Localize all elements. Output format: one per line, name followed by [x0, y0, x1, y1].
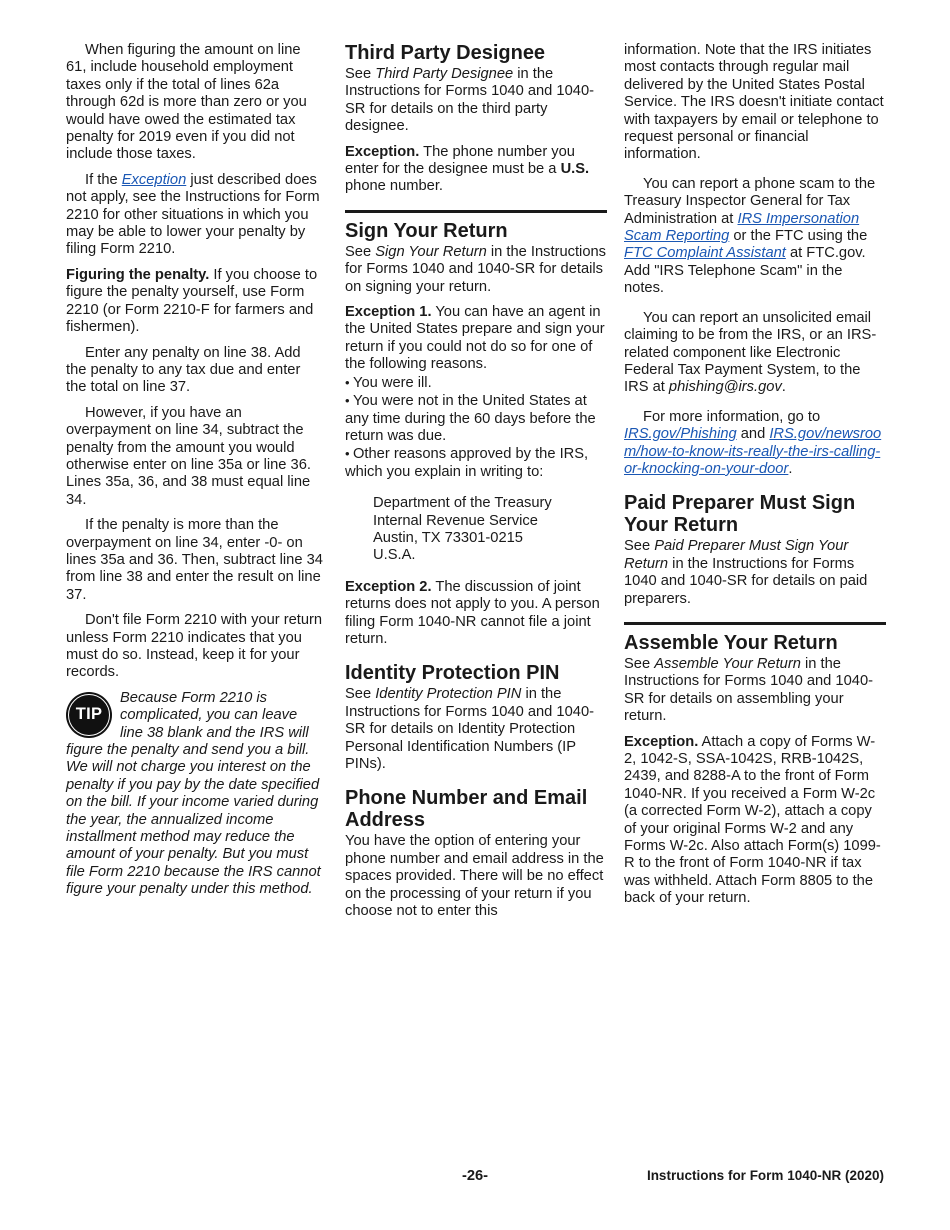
tip-text: Because Form 2210 is complicated, you can leave line 38 blank and the IRS will figure the penalty and send you a bill. We will not charge you interest on the penalty if you pay by the date specified on the bill. If your income varied during the year, the annualized income installment method may reduce the amount of your penalty. But you must file Form 2210 because the IRS cannot figure your penalty under this method. — [66, 689, 321, 898]
paragraph-exception-2: Exception 2. The discussion of joint returns does not apply to you. A person filing Form 1040-NR cannot file a joint return. — [345, 578, 600, 647]
column-2 — [345, 42, 607, 928]
document-title-footer: Instructions for Form 1040-NR (2020) — [646, 1168, 884, 1183]
paragraph-overpayment: However, if you have an overpayment on line 34, subtract the penalty from the amount you would otherwise enter on line 35a or line 36. Lines 35a, 36, and 38 must equal line 34. — [66, 404, 311, 508]
heading-identity-protection-pin: Identity Protection PIN — [345, 662, 560, 685]
heading-assemble-return: Assemble Your Return — [624, 622, 886, 654]
heading-sign-your-return: Sign Your Return — [345, 210, 607, 242]
heading-paid-preparer: Paid Preparer Must Sign Your Return — [624, 492, 856, 537]
paragraph-household-taxes: When figuring the amount on line 61, include household employment taxes only if the total of lines 62a through 62d is more than zero or you would have owed the estimated tax penalty for 2019 even if you did not include those taxes. — [66, 42, 307, 163]
paragraph-unsolicited-email: You can report an unsolicited email claiming to be from the IRS, or an IRS-related component like Electronic Federal Tax Payment System, to the IRS at phishing@irs.gov. — [624, 309, 877, 396]
paragraph-assemble: See Assemble Your Return in the Instructions for Forms 1040 and 1040-SR for details on assembling your return. — [624, 655, 873, 725]
paragraph-paid-preparer: See Paid Preparer Must Sign Your Return in the Instructions for Forms 1040 and 1040-SR for details on paid preparers. — [624, 538, 868, 607]
figuring-penalty-heading: Figuring the penalty. — [66, 266, 210, 283]
paragraph-tpd-exception: Exception. The phone number you enter for the designee must be a U.S. phone number. — [345, 143, 590, 195]
address-line: Austin, TX 73301-0215 — [373, 529, 523, 546]
heading-phone-email: Phone Number and Email Address — [345, 787, 588, 832]
paragraph-penalty-more: If the penalty is more than the overpayment on line 34, enter -0- on lines 35a and 36. Then, subtract line 34 from line 38 and enter the result on line 37. — [66, 517, 323, 603]
tip-label: TIP — [68, 694, 110, 736]
list-item: • Other reasons approved by the IRS, which you explain in writing to: — [345, 446, 589, 480]
paragraph-irs-contacts: information. Note that the IRS initiates most contacts through regular mail delivered by the United States Postal Service. The IRS doesn't initiate contact with taxpayers by email or telephone to request personal or financial information. — [624, 42, 884, 163]
paragraph-sign: See Sign Your Return in the Instructions for Forms 1040 and 1040-SR for details on signing your return. — [345, 243, 607, 295]
reasons-list — [345, 374, 607, 481]
paragraph-figuring-penalty: Figuring the penalty. If you choose to figure the penalty yourself, use Form 2210 (or Form 2210-F for farmers and fishermen). — [66, 266, 318, 336]
tip-box — [66, 690, 323, 899]
address-line: Internal Revenue Service — [373, 512, 538, 529]
list-item: • You were not in the United States at any time during the 60 days before the return was due. — [345, 393, 596, 444]
ftc-complaint-link[interactable]: FTC Complaint Assistant — [624, 245, 786, 262]
list-item: • You were ill. — [345, 374, 432, 391]
paragraph-assemble-exception: Exception. Attach a copy of Forms W-2, 1042-S, SSA-1042S, RRB-1042S, 2439, and 8288-A to the front of Form 1040-NR. If you received a Form W-2c (a corrected Form W-2), attach a copy of your original Forms W-2 and any Forms W-2c. Also attach Form(s) 1099-R to the front of Form 1040-NR if tax was withheld. Attach Form 8805 to the back of your return. — [624, 733, 881, 907]
exception-link[interactable]: Exception — [121, 171, 187, 188]
paragraph-phone: You have the option of entering your phone number and email address in the spaces provided. There will be no effect on the processing of your return if you choose not to enter this — [345, 833, 604, 920]
paragraph-exception-ref: If the Exception just described does not apply, see the Instructions for Form 2210 for other situations in which you may be able to lower your penalty by filing Form 2210. — [66, 171, 320, 258]
page-number: -26- — [461, 1168, 489, 1184]
address-line: Department of the Treasury — [373, 495, 552, 512]
tip-icon — [66, 692, 112, 738]
address-line: U.S.A. — [373, 547, 416, 564]
paragraph-dont-file: Don't file Form 2210 with your return unless Form 2210 indicates that you must do so. Instead, keep it for your records. — [66, 612, 323, 681]
paragraph-tpd: See Third Party Designee in the Instructions for Forms 1040 and 1040-SR for details on the third party designee. — [345, 66, 594, 135]
paragraph-more-info: For more information, go to IRS.gov/Phishing and IRS.gov/newsroom/how-to-know-its-really-the-irs-calling-or-knocking-on-your-door. — [624, 408, 882, 477]
paragraph-ippin: See Identity Protection PIN in the Instructions for Forms 1040 and 1040-SR for details on Identity Protection Personal Identification Numbers (IP PINs). — [345, 686, 594, 772]
irs-phishing-link[interactable]: IRS.gov/Phishing — [624, 426, 737, 443]
heading-third-party-designee: Third Party Designee — [345, 42, 546, 64]
column-3 — [624, 42, 886, 916]
treasury-address — [373, 495, 607, 565]
paragraph-enter-penalty: Enter any penalty on line 38. Add the penalty to any tax due and enter the total on line 37. — [66, 344, 301, 396]
irs-impersonation-link[interactable]: IRS Impersonation Scam Reporting — [624, 210, 860, 245]
paragraph-phone-scam: You can report a phone scam to the Treasury Inspector General for Tax Administration at IRS Impersonation Scam Reporting or the FTC using the FTC Complaint Assistant at FTC.gov. Add "IRS Telephone Scam" in the notes. — [624, 175, 876, 297]
column-1 — [66, 42, 323, 899]
irs-newsroom-link[interactable]: IRS.gov/newsroom/how-to-know-its-really-the-irs-calling-or-knocking-on-your-door — [624, 426, 882, 477]
paragraph-exception-1: Exception 1. You can have an agent in the United States prepare and sign your return if you could not do so for one of the following reasons. — [345, 304, 605, 373]
